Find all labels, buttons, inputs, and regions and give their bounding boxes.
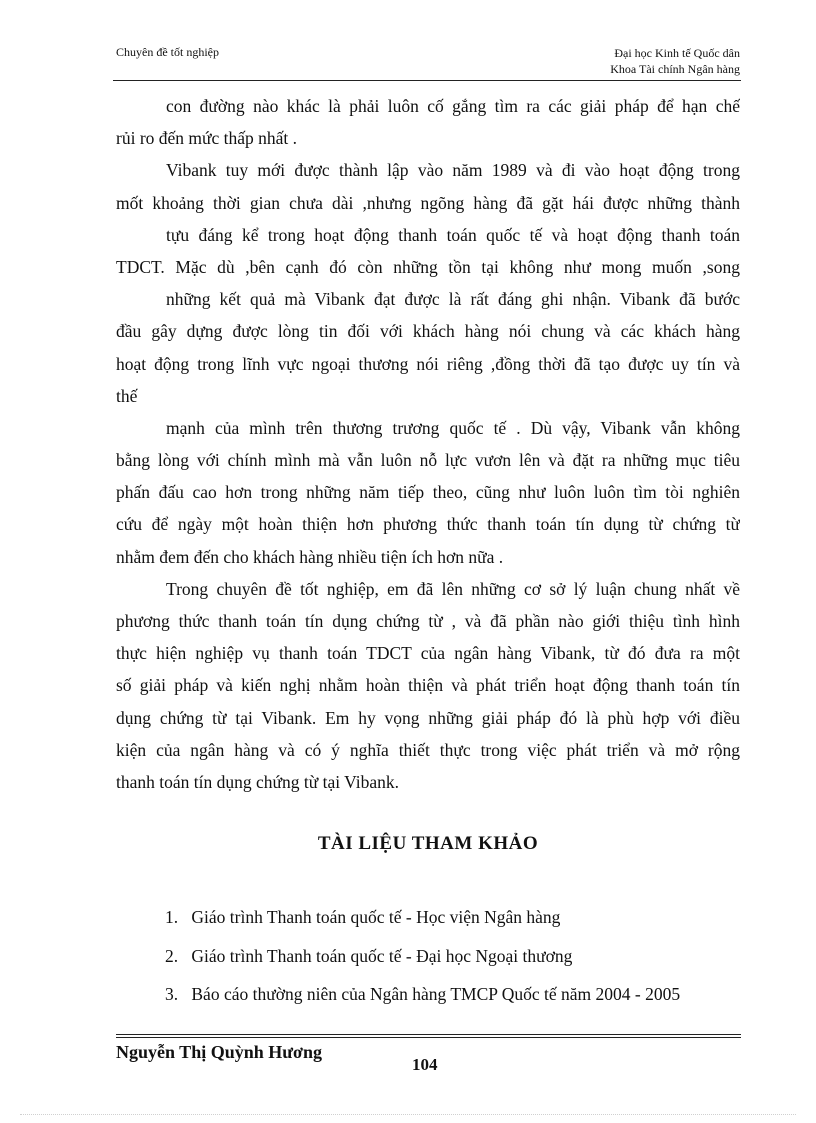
page-edge-divider: [20, 1114, 796, 1115]
footer-rule: [116, 1037, 741, 1038]
text-line: Trong chuyên đề tốt nghiệp, em đã lên những cơ sở lý luận chung nhất về: [166, 578, 740, 599]
text-line: bằng lòng với chính mình mà vẫn luôn nỗ lực vươn lên và đặt ra những mục tiêu: [116, 450, 740, 471]
text-line: cứu để ngày một hoàn thiện hơn phương thức thanh toán tín dụng từ chứng từ: [116, 514, 740, 535]
text-line: hoạt động trong lĩnh vực ngoại thương nói riêng ,đồng thời đã tạo được uy tín và: [116, 353, 740, 374]
text-line: nhằm đem đến cho khách hàng nhiều tiện ích hơn nữa .: [116, 546, 504, 567]
text-line: mạnh của mình trên thương trương quốc tế . Dù vậy, Vibank vẫn không: [166, 417, 740, 438]
body-text: [116, 90, 740, 798]
text-line: tựu đáng kể trong hoạt động thanh toán quốc tế và hoạt động thanh toán: [166, 224, 740, 245]
reference-number: 3.: [165, 984, 179, 1004]
text-line: dụng chứng từ tại Vibank. Em hy vọng những giải pháp đó là phù hợp với điều: [116, 707, 740, 728]
reference-text: Giáo trình Thanh toán quốc tế - Học viện Ngân hàng: [191, 907, 561, 927]
text-line: mốt khoảng thời gian chưa dài ,nhưng ngõng hàng đã gặt hái được những thành: [116, 192, 740, 213]
text-line: thế: [116, 385, 138, 406]
reference-item: [165, 975, 680, 1014]
reference-number: 1.: [165, 907, 179, 927]
author-name: Nguyễn Thị Quỳnh Hương: [116, 1042, 323, 1062]
text-line: đầu gây dựng được lòng tin đối với khách hàng nói chung và các khách hàng: [116, 321, 740, 342]
text-line: phấn đấu cao hơn trong những năm tiếp theo, cũng như luôn luôn tìm tòi nghiên: [116, 482, 740, 503]
header-university: Đại học Kinh tế Quốc dân: [614, 46, 740, 60]
text-line: thực hiện nghiệp vụ thanh toán TDCT của ngân hàng Vibank, từ đó đưa ra một: [116, 643, 740, 664]
reference-text: Giáo trình Thanh toán quốc tế - Đại học Ngoại thương: [191, 945, 573, 966]
text-line: phương thức thanh toán tín dụng chứng từ , và đã phần nào giới thiệu tình hình: [116, 611, 740, 631]
text-line: số giải pháp và kiến nghị nhằm hoàn thiện và phát triển hoạt động thanh toán tín: [116, 675, 740, 696]
header-rule: [113, 80, 741, 81]
text-line: rủi ro đến mức thấp nhất .: [116, 128, 298, 149]
header-faculty: Khoa Tài chính Ngân hàng: [610, 62, 740, 76]
reference-item: [165, 898, 680, 937]
text-line: những kết quả mà Vibank đạt được là rất đáng ghi nhận. Vibank đã bước: [166, 289, 740, 310]
references-title: TÀI LIỆU THAM KHẢO: [317, 833, 539, 854]
header-right: [610, 45, 740, 77]
reference-item: [165, 937, 680, 976]
reference-number: 2.: [165, 945, 179, 966]
text-line: thanh toán tín dụng chứng từ tại Vibank.: [116, 771, 399, 792]
references-list: [165, 898, 680, 1014]
reference-text: Báo cáo thường niên của Ngân hàng TMCP Quốc tế năm 2004 - 2005: [191, 984, 681, 1004]
text-line: kiện của ngân hàng và có ý nghĩa thiết thực trong việc phát triển và mở rộng: [116, 739, 740, 760]
text-line: con đường nào khác là phải luôn cố gắng tìm ra các giải pháp để hạn chế: [166, 96, 740, 116]
footer-rule: [116, 1034, 741, 1035]
header-left: Chuyên đề tốt nghiệp: [116, 45, 219, 59]
text-line: TDCT. Mặc dù ,bên cạnh đó còn những tồn tại không như mong muốn ,song: [116, 256, 740, 277]
text-line: Vibank tuy mới được thành lập vào năm 1989 và đi vào hoạt động trong: [166, 160, 740, 181]
page-number: 104: [412, 1055, 438, 1074]
